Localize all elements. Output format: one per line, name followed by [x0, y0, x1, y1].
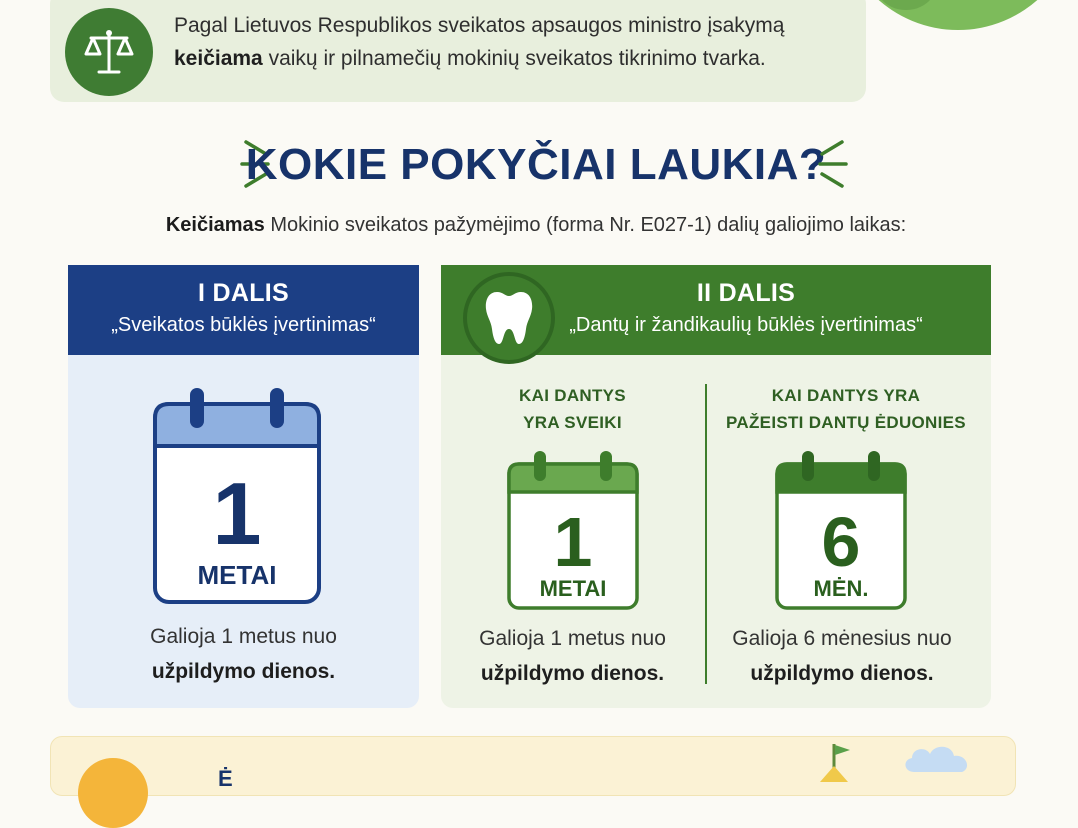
part2-healthy-calendar-number: 1 [553, 503, 593, 581]
intro-text-start: Pagal Lietuvos Respublikos sveikatos apsaugos ministro įsakymą [174, 14, 785, 37]
part1-caption [68, 620, 419, 689]
part1-calendar-number: 1 [212, 464, 262, 563]
intro-text [174, 10, 854, 75]
part2-healthy-heading-line2: YRA SVEIKI [523, 413, 622, 433]
scale-icon [65, 8, 153, 96]
tooth-icon [463, 272, 555, 364]
subline [0, 214, 1072, 237]
part1-caption-line1: Galioja 1 metus nuo [150, 625, 337, 648]
intro-text-end: vaikų ir pilnamečių mokinių sveikatos tikrinimo tvarka. [262, 46, 766, 70]
part1-title: I DALIS [198, 279, 289, 307]
decorative-green-shape [838, 0, 1078, 30]
part2-caries-heading-line2: PAŽEISTI DANTŲ ĖDUONIES [726, 413, 966, 433]
cloud-icon [900, 738, 978, 778]
headline [0, 140, 1072, 190]
intro-banner [50, 0, 866, 102]
part1-caption-line2: užpildymo dienos. [151, 659, 336, 683]
part2-healthy-caption [460, 622, 685, 691]
part2-caries-heading-line1: KAI DANTYS YRA [771, 386, 921, 405]
part2-healthy-heading [470, 382, 675, 436]
intro-text-bold: keičiama [174, 46, 263, 70]
part1-calendar-icon [152, 386, 322, 606]
headline-burst-right-icon [812, 136, 850, 192]
headline-title: KOKIE POKYČIAI LAUKIA? [245, 140, 827, 189]
part2-subtitle: „Dantų ir žandikaulių būklės įvertinimas“ [569, 314, 923, 336]
flag-icon [812, 742, 862, 782]
subline-bold: Keičiamas [165, 214, 265, 236]
part2-caries-caption [722, 622, 962, 691]
part2-caries-heading [715, 382, 977, 436]
part2-healthy-calendar-icon [506, 450, 640, 612]
part2-healthy-caption-line2: užpildymo dienos. [480, 661, 665, 685]
part1-header [68, 265, 419, 355]
subline-rest: Mokinio sveikatos pažymėjimo (forma Nr. E027-1) dalių galiojimo laikas: [264, 214, 907, 236]
part2-title: II DALIS [696, 279, 796, 307]
part2-healthy-heading-line1: KAI DANTYS [519, 386, 626, 405]
part2-caries-caption-line1: Galioja 6 mėnesius nuo [732, 627, 952, 650]
part2-caries-calendar-number: 6 [821, 503, 861, 581]
part1-subtitle: „Sveikatos būklės įvertinimas“ [111, 314, 376, 336]
bottom-title: Ė [218, 766, 234, 791]
part2-caries-calendar-icon [774, 450, 908, 612]
part2-healthy-caption-line1: Galioja 1 metus nuo [479, 627, 666, 650]
part1-calendar-unit: METAI [197, 560, 277, 590]
bottom-panel [50, 736, 1016, 796]
part2-divider [705, 384, 707, 684]
part2-healthy-calendar-unit: METAI [539, 576, 607, 601]
part2-caries-calendar-unit: MĖN. [813, 576, 869, 601]
part2-caries-caption-line2: užpildymo dienos. [750, 661, 934, 685]
bottom-orange-badge [78, 758, 148, 828]
